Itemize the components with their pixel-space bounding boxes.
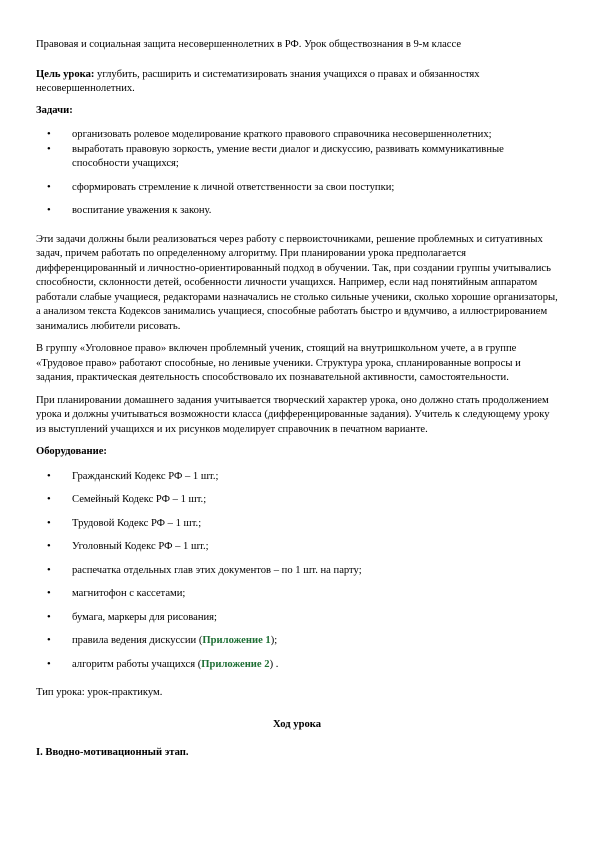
- list-item: [36, 493, 558, 508]
- tasks-list: [36, 128, 558, 219]
- list-item: [36, 587, 558, 602]
- bullet-icon: •: [47, 541, 51, 552]
- bullet-icon: •: [47, 517, 51, 529]
- equipment-list: [36, 470, 558, 673]
- list-item: [36, 143, 558, 172]
- task-text: воспитание уважения к закону.: [72, 205, 212, 216]
- task-text: выработать правовую зоркость, умение вести диалог и дискуссию, развивать коммуникативные способности учащихся;: [72, 143, 504, 169]
- bullet-icon: •: [47, 470, 51, 482]
- bullet-icon: •: [47, 494, 51, 505]
- goal-label: Цель урока:: [36, 68, 95, 80]
- list-item: [36, 564, 558, 579]
- bullet-icon: •: [47, 611, 51, 623]
- bullet-icon: •: [47, 143, 51, 155]
- equipment-text: алгоритм работы учащихся (: [72, 658, 202, 670]
- equipment-text: бумага, маркеры для рисования;: [72, 611, 217, 623]
- list-item: [36, 181, 558, 196]
- goal-text: углубить, расширить и систематизировать знания учащихся о правах и обязанностях несовершеннолетних.: [36, 68, 480, 94]
- equipment-text: Трудовой Кодекс РФ – 1 шт.;: [72, 517, 202, 529]
- list-item: [36, 204, 558, 219]
- equipment-text: магнитофон с кассетами;: [72, 588, 186, 599]
- stage-heading: I. Вводно-мотивационный этап.: [36, 747, 189, 758]
- list-item: [36, 634, 558, 649]
- task-text: организовать ролевое моделирование краткого правового справочника несовершеннолетних;: [72, 129, 492, 140]
- appendix-2-link[interactable]: Приложение 2: [201, 658, 270, 670]
- equipment-text: Гражданский Кодекс РФ – 1 шт.;: [72, 470, 219, 482]
- equipment-text: распечатка отдельных глав этих документов – по 1 шт. на парту;: [72, 564, 362, 576]
- bullet-icon: •: [47, 635, 51, 646]
- bullet-icon: •: [47, 658, 51, 670]
- tasks-heading: Задачи:: [36, 104, 73, 116]
- bullet-icon: •: [47, 129, 51, 140]
- equipment-text: Семейный Кодекс РФ – 1 шт.;: [72, 494, 207, 505]
- list-item: [36, 540, 558, 555]
- appendix-1-link[interactable]: Приложение 1: [202, 635, 271, 646]
- body-paragraph: При планировании домашнего задания учитывается творческий характер урока, оно должно стать продолжением урока и должны учитываться возможности класса (дифференцированные задания). Учитель к следующему уроку из выступлений учащихся и их рисунков моделирует справочник в печатном варианте.: [36, 394, 550, 435]
- task-text: сформировать стремление к личной ответственности за свои поступки;: [72, 181, 395, 193]
- document-page: [36, 38, 558, 761]
- equipment-text-tail: ) .: [269, 658, 279, 670]
- lesson-goal: [36, 68, 558, 97]
- bullet-icon: •: [47, 588, 51, 599]
- list-item: [36, 470, 558, 485]
- body-paragraph: Эти задачи должны были реализоваться через работу с первоисточниками, решение проблемных и ситуативных задач, причем работать по определенному алгоритму. При планировании урока предполагается дифференцированный и личностно-ориентированный подход в обучении. Так, при создании группы учитывались способности, склонности детей, особенности личности учащихся. Например, если над понятийным аппаратом работали слабые учащиеся, редакторами назначались не столько сильные ученики, сколько хорошие организаторы, а анализом текста Кодексов занимались учащиеся, способные работать быстро и вдумчиво, а иллюстрированием занимались любители рисовать.: [36, 233, 558, 332]
- lesson-type: Тип урока: урок-практикум.: [36, 687, 163, 698]
- equipment-text-tail: );: [270, 635, 278, 646]
- equipment-text: Уголовный Кодекс РФ – 1 шт.;: [72, 541, 209, 552]
- bullet-icon: •: [47, 564, 51, 576]
- list-item: [36, 611, 558, 626]
- list-item: [36, 658, 558, 673]
- list-item: [36, 517, 558, 532]
- equipment-heading: Оборудование:: [36, 446, 107, 457]
- course-heading: Ход урока: [272, 718, 322, 730]
- list-item: [36, 128, 558, 143]
- body-paragraph: В группу «Уголовное право» включен проблемный ученик, стоящий на внутришкольном учете, а в группе «Трудовое право» работают способные, но ленивые ученики. Структура урока, спланированные вопросы и задания, практическая деятельность способствовало их познавательной активности, самостоятельности.: [36, 343, 521, 383]
- bullet-icon: •: [47, 205, 51, 216]
- document-title: Правовая и социальная защита несовершеннолетних в РФ. Урок обществознания в 9-м классе: [36, 39, 462, 50]
- bullet-icon: •: [47, 181, 51, 193]
- equipment-text: правила ведения дискуссии (: [72, 635, 203, 646]
